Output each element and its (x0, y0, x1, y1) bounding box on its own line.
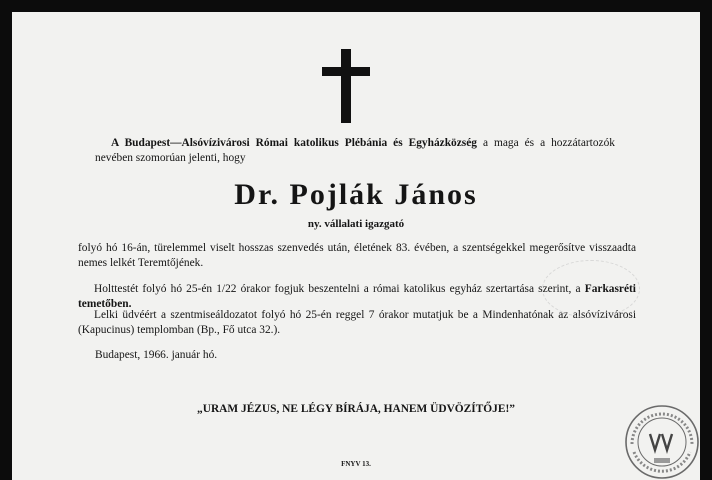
funeral-text-a: Holttestét folyó hó 25-én (94, 283, 217, 295)
deceased-role: ny. vállalati igazgató (307, 218, 405, 230)
motto: „URAM JÉZUS, NE LÉGY BÍRÁJA, HANEM ÜDVÖZÍTŐJE!” (197, 403, 515, 415)
cemetery-name: Farkasréti temetőben. (78, 283, 636, 310)
parish-name: A Budapest—Alsóvízivárosi Római katolikus Plébánia és Egyházközség (111, 137, 477, 149)
death-notice-sheet (12, 12, 700, 480)
death-paragraph: folyó hó 16-án, türelemmel viselt hosszas szenvedés után, életének 83. évében, a szentségekkel megerősítve visszaadta nemes lelkét Teremtőjének. (78, 242, 636, 269)
footer-code: FNYV 13. (341, 460, 371, 468)
mass-paragraph: Lelki üdvéért a szentmiseáldozatot folyó hó 25-én reggel 7 órakor mutatjuk be a Mindenhatónak az alsóvízivárosi (Kapucinus) templomban (Bp., Fő utca 32.). (78, 309, 636, 336)
date-line: Budapest, 1966. január hó. (95, 349, 218, 361)
intro-text: a maga és a hozzátartozók nevében szomorúan jelenti, hogy (95, 137, 615, 164)
cross-icon (322, 49, 370, 123)
library-seal-stamp (624, 404, 700, 480)
intro-paragraph (95, 136, 615, 166)
faint-stamp-mark (542, 260, 640, 318)
deceased-name: Dr. Pojlák János (234, 178, 478, 211)
funeral-fraction: 1/2 (216, 283, 231, 295)
funeral-text-b: 2 órakor fogjuk beszentelni a római katolikus egyház szertartása szerint, a (230, 283, 585, 295)
